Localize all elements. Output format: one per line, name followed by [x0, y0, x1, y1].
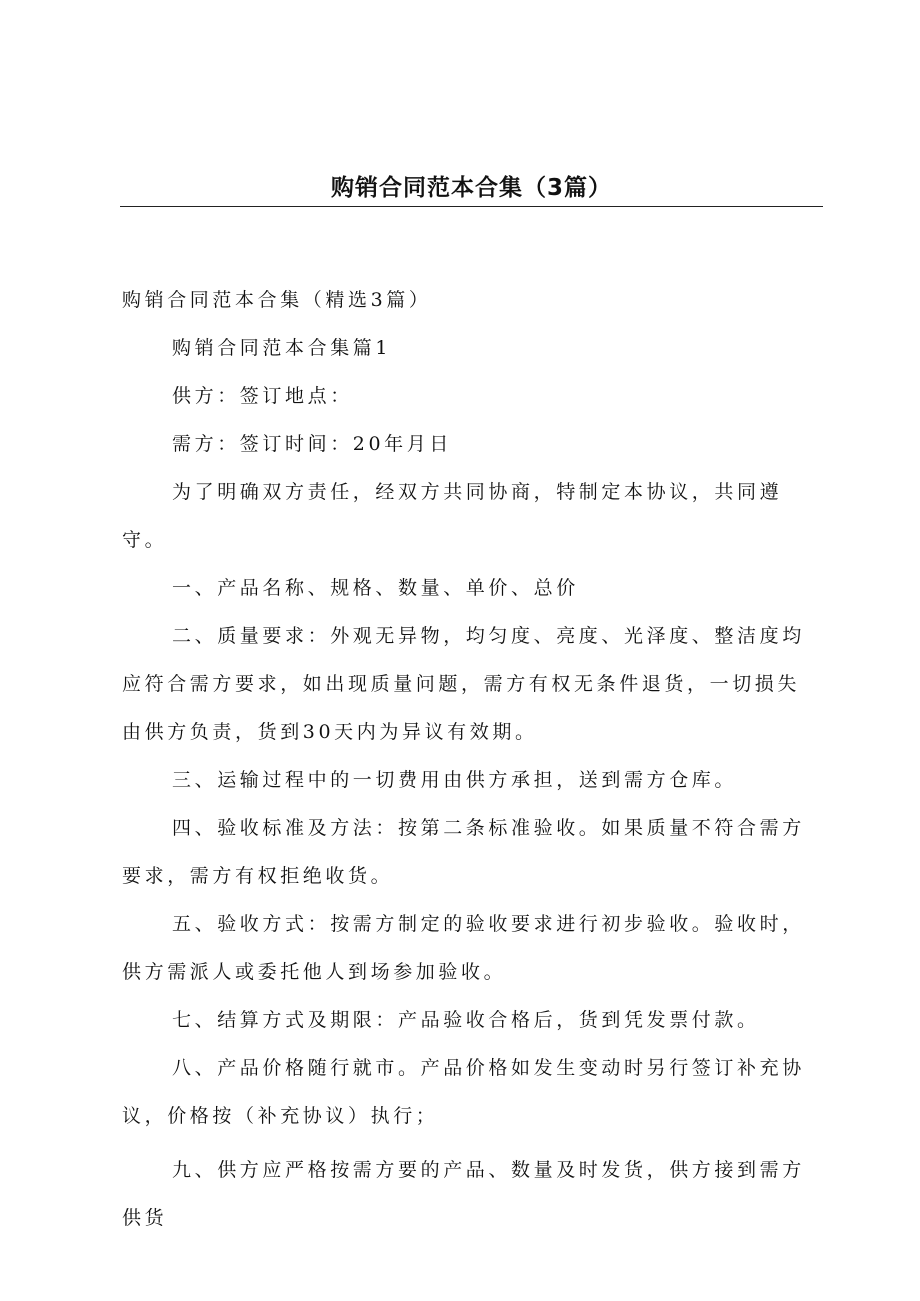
clause-9: 九、供方应严格按需方要的产品、数量及时发货，供方接到需方供货 [122, 1159, 805, 1229]
clause-3: 三、运输过程中的一切费用由供方承担，送到需方仓库。 [172, 769, 738, 791]
document-body [122, 276, 822, 1242]
preamble-paragraph: 为了明确双方责任，经双方共同协商，特制定本协议，共同遵守。 [122, 481, 783, 551]
supplier-line: 供方：签订地点： [172, 385, 353, 407]
collection-heading: 购销合同范本合集（精选3篇） [122, 289, 432, 311]
clause-5: 五、验收方式：按需方制定的验收要求进行初步验收。验收时，供方需派人或委托他人到场参加验收。 [122, 913, 805, 983]
title-underline [120, 206, 823, 207]
clause-1: 一、产品名称、规格、数量、单价、总价 [172, 577, 579, 599]
section-heading: 购销合同范本合集篇1 [172, 337, 392, 359]
document-title: 购销合同范本合集（3篇） [330, 175, 612, 201]
clause-4: 四、验收标准及方法：按第二条标准验收。如果质量不符合需方要求，需方有权拒绝收货。 [122, 817, 805, 887]
clause-7: 七、结算方式及期限：产品验收合格后，货到凭发票付款。 [172, 1009, 760, 1031]
clause-8: 八、产品价格随行就市。产品价格如发生变动时另行签订补充协议，价格按（补充协议）执行； [122, 1057, 805, 1127]
buyer-line: 需方：签订时间：20年月日 [172, 433, 452, 455]
clause-2: 二、质量要求：外观无异物，均匀度、亮度、光泽度、整洁度均应符合需方要求，如出现质量问题，需方有权无条件退货，一切损失由供方负责，货到30天内为异议有效期。 [122, 625, 805, 743]
